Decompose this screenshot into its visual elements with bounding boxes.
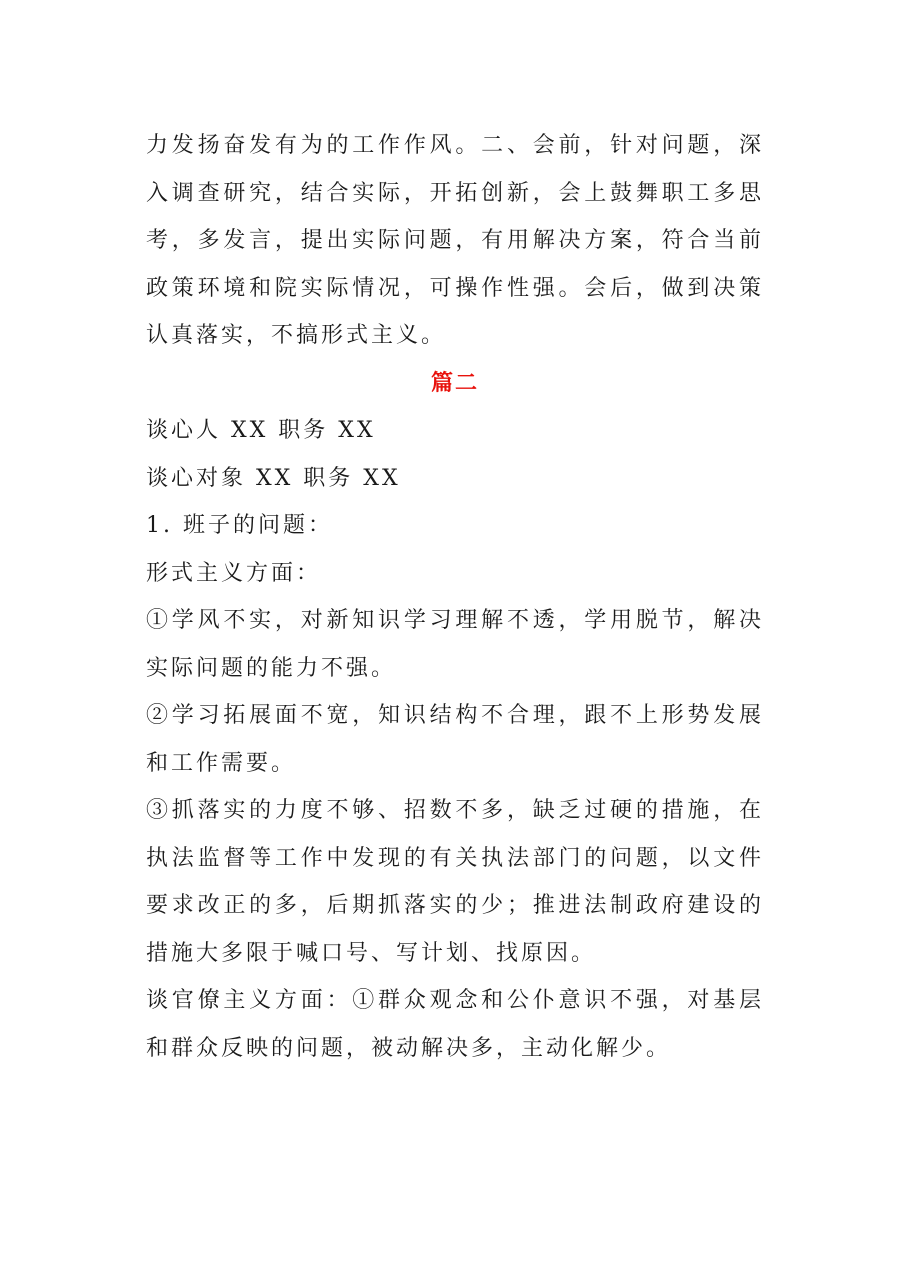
talker-line: 谈心人 XX 职务 XX <box>146 418 376 443</box>
section-team-problems: 1. 班子的问题： <box>146 513 333 538</box>
list-item-1: ①学风不实，对新知识学习理解不透，学用脱节，解决实际问题的能力不强。 <box>146 608 764 681</box>
talk-target-line: 谈心对象 XX 职务 XX <box>146 465 401 491</box>
formalism-heading: 形式主义方面： <box>146 560 322 586</box>
section-heading: 篇二 <box>430 370 479 396</box>
list-item-3: ③抓落实的力度不够、招数不多，缺乏过硬的措施，在执法监督等工作中发现的有关执法部门的问题，以文件要求改正的多，后期抓落实的少；推进法制政府建设的措施大多限于喊口号、写计划、找原因。 <box>146 798 764 966</box>
list-item-2: ②学习拓展面不宽，知识结构不合理，跟不上形势发展和工作需要。 <box>146 703 764 776</box>
paragraph-meeting-style: 力发扬奋发有为的工作作风。二、会前，针对问题，深入调查研究，结合实际，开拓创新，会上鼓舞职工多思考，多发言，提出实际问题，有用解决方案，符合当前政策环境和院实际情况，可操作性强。会后，做到决策认真落实，不搞形式主义。 <box>146 133 764 348</box>
document-body <box>146 122 764 1072</box>
bureaucracy-paragraph: 谈官僚主义方面：①群众观念和公仆意识不强，对基层和群众反映的问题，被动解决多，主动化解少。 <box>146 988 764 1061</box>
